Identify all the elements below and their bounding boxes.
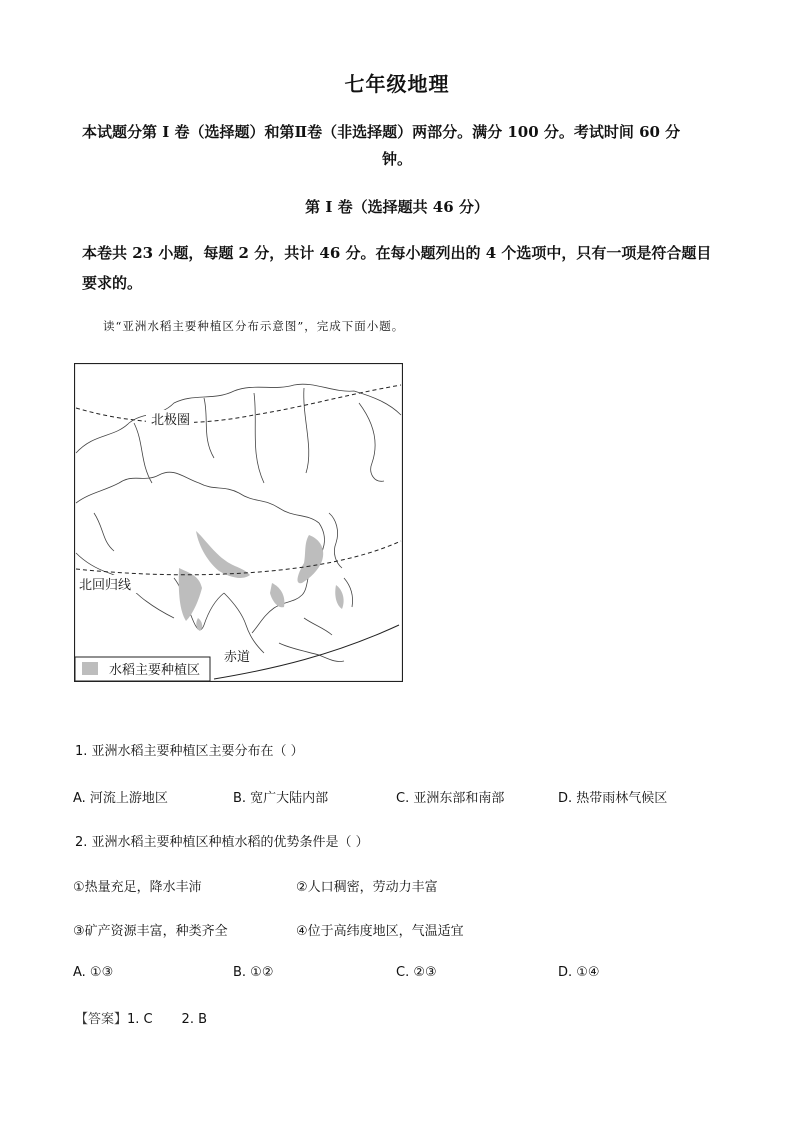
- label-equator: 赤道: [224, 650, 251, 665]
- q2-statement-2: ②人口稠密，劳动力丰富: [296, 880, 438, 895]
- intro-line-1: 本试题分第 Ⅰ 卷（选择题）和第Ⅱ卷（非选择题）两部分。满分 100 分。考试时间 60 分: [82, 123, 681, 141]
- q2-option-d[interactable]: D. ①④: [558, 965, 600, 980]
- page-title: 七年级地理: [344, 72, 450, 96]
- q2-option-b[interactable]: B. ①②: [233, 965, 274, 980]
- q2-option-c[interactable]: C. ②③: [396, 965, 437, 980]
- section-title: 第 Ⅰ 卷（选择题共 46 分）: [305, 198, 489, 216]
- q1-option-d[interactable]: D. 热带雨林气候区: [558, 791, 668, 806]
- q1-option-c[interactable]: C. 亚洲东部和南部: [396, 791, 505, 806]
- legend-label: 水稻主要种植区: [109, 663, 201, 678]
- intro-text: [82, 118, 714, 146]
- answer-text: 1. C 2. B: [127, 1012, 208, 1027]
- label-tropic-of-cancer: 北回归线: [79, 578, 132, 593]
- label-arctic-circle: 北极圈: [151, 413, 191, 428]
- q1-option-a[interactable]: A. 河流上游地区: [73, 791, 168, 806]
- q2-statement-3: ③矿产资源丰富，种类齐全: [73, 924, 228, 939]
- instructions-line-2: 要求的。: [82, 274, 143, 292]
- map-reading-prompt: 读“亚洲水稻主要种植区分布示意图”，完成下面小题。: [103, 319, 405, 333]
- instructions-line-1: 本卷共 23 小题，每题 2 分，共计 46 分。在每小题列出的 4 个选项中，只有一项是符合题目: [82, 244, 712, 262]
- question-1-stem: 1. 亚洲水稻主要种植区主要分布在（ ）: [75, 744, 304, 759]
- map-frame: [75, 364, 403, 682]
- question-2-stem: 2. 亚洲水稻主要种植区种植水稻的优势条件是（ ）: [75, 835, 369, 850]
- legend-swatch: [82, 662, 98, 675]
- q2-option-a[interactable]: A. ①③: [73, 965, 114, 980]
- answer-line: [75, 1008, 207, 1027]
- asia-rice-map: [74, 363, 403, 682]
- q2-statement-4: ④位于高纬度地区，气温适宜: [296, 924, 464, 939]
- instructions: [82, 238, 718, 298]
- answer-tag: 【答案】: [75, 1012, 128, 1027]
- q2-statement-1: ①热量充足，降水丰沛: [73, 880, 202, 895]
- q1-option-b[interactable]: B. 宽广大陆内部: [233, 791, 329, 806]
- intro-line-2: 钟。: [381, 150, 412, 168]
